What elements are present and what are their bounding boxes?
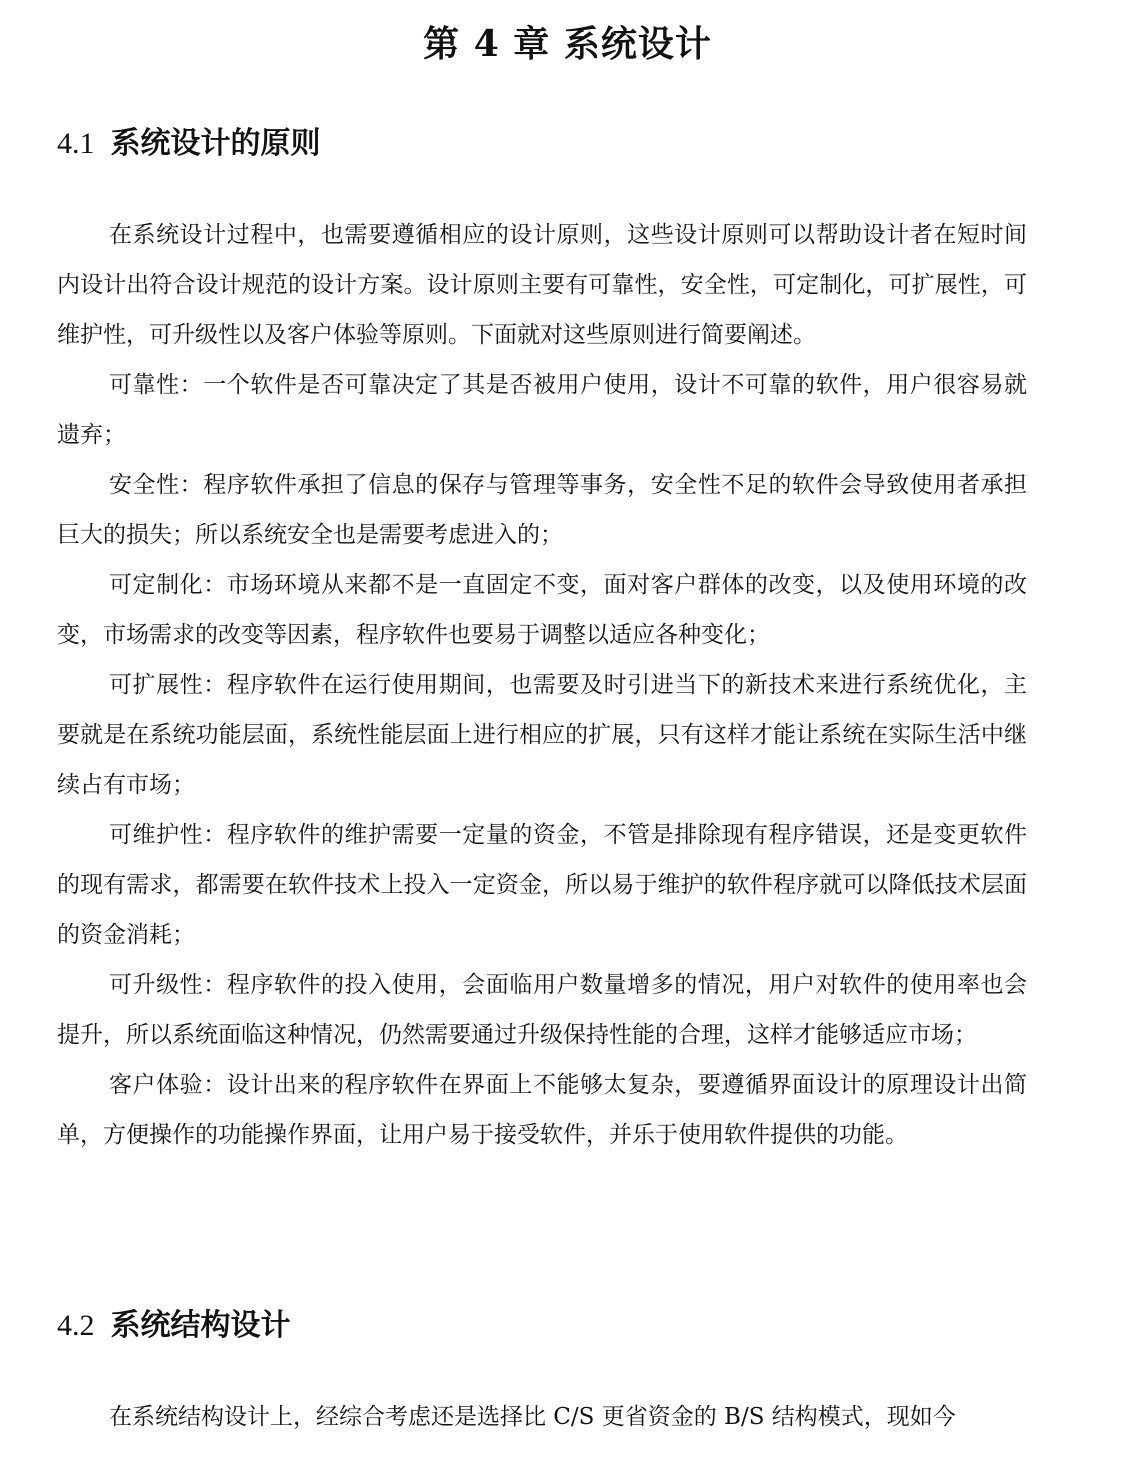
section-4-2-body — [57, 1392, 1027, 1442]
paragraph-maintainability: 可维护性：程序软件的维护需要一定量的资金，不管是排除现有程序错误，还是变更软件的现有需求，都需要在软件技术上投入一定资金，所以易于维护的软件程序就可以降低技术层面的资金消耗； — [57, 822, 1027, 948]
paragraph-intro: 在系统设计过程中，也需要遵循相应的设计原则，这些设计原则可以帮助设计者在短时间内设计出符合设计规范的设计方案。设计原则主要有可靠性，安全性，可定制化，可扩展性，可维护性，可升级性以及客户体验等原则。下面就对这些原则进行简要阐述。 — [57, 222, 1027, 348]
section-title: 系统设计的原则 — [110, 126, 321, 161]
paragraph-reliability: 可靠性：一个软件是否可靠决定了其是否被用户使用，设计不可靠的软件，用户很容易就遗弃； — [57, 372, 1027, 448]
paragraph-security: 安全性：程序软件承担了信息的保存与管理等事务，安全性不足的软件会导致使用者承担巨大的损失；所以系统安全也是需要考虑进入的； — [57, 472, 1027, 548]
paragraph-user-experience: 客户体验：设计出来的程序软件在界面上不能够太复杂，要遵循界面设计的原理设计出简单，方便操作的功能操作界面，让用户易于接受软件，并乐于使用软件提供的功能。 — [57, 1072, 1027, 1148]
section-4-1-body — [57, 210, 1027, 1160]
paragraph-extensibility: 可扩展性：程序软件在运行使用期间，也需要及时引进当下的新技术来进行系统优化，主要就是在系统功能层面，系统性能层面上进行相应的扩展，只有这样才能让系统在实际生活中继续占有市场； — [57, 672, 1027, 798]
paragraph-structure-intro: 在系统结构设计上，经综合考虑还是选择比 C/S 更省资金的 B/S 结构模式，现如今 — [109, 1404, 956, 1430]
chapter-title: 第 4 章 系统设计 — [423, 23, 712, 65]
section-title: 系统结构设计 — [110, 1308, 291, 1343]
section-heading-4-1 — [57, 124, 321, 164]
section-number: 4.2 — [57, 1309, 95, 1342]
section-number: 4.1 — [57, 127, 95, 160]
paragraph-customizability: 可定制化：市场环境从来都不是一直固定不变，面对客户群体的改变，以及使用环境的改变，市场需求的改变等因素，程序软件也要易于调整以适应各种变化； — [57, 572, 1027, 648]
paragraph-upgradability: 可升级性：程序软件的投入使用，会面临用户数量增多的情况，用户对软件的使用率也会提升，所以系统面临这种情况，仍然需要通过升级保持性能的合理，这样才能够适应市场； — [57, 972, 1027, 1048]
section-heading-4-2 — [57, 1306, 291, 1346]
